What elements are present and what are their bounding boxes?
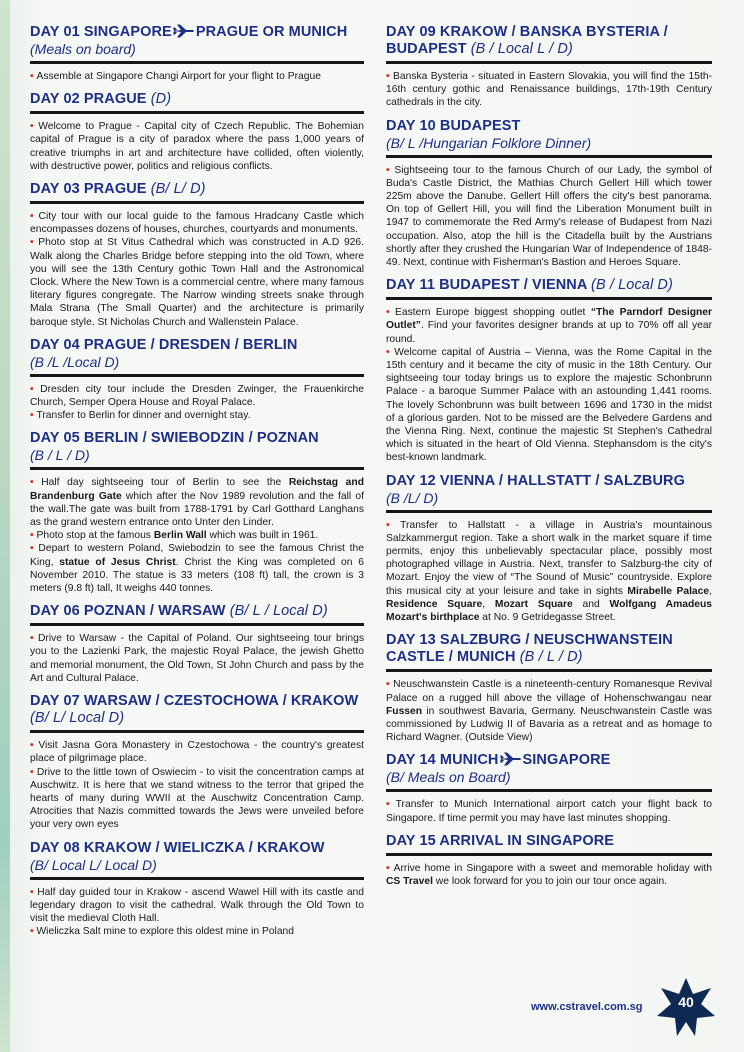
paragraph-text: , (482, 598, 495, 610)
day-heading (30, 181, 364, 198)
paragraph-text: Drive to the little town of Oswiecim - to visit the concentration camps at Auschwitz. It is here that we stand witness to the terror that griped the hearts of many during WWII at the Auschwitz Concentration Camp. Atrocities that Nazis committed towards the Jews were unveiled before your very own eyes (30, 766, 364, 831)
airplane-icon (500, 752, 522, 766)
meal-plan: (B /L /Local D) (30, 353, 120, 370)
heading-rule (30, 61, 364, 64)
paragraph-text: . Christ the King was completed on 6 November 2010. The statue is 33 meters (108 ft) tall, the crown is 3 meters (9.8 ft) tall, It weighs 440 tonnes. (30, 556, 364, 595)
day-description (386, 678, 712, 744)
description-paragraph (30, 383, 364, 409)
day-title: DAY 03 PRAGUE (30, 181, 147, 198)
highlight-text: Fussen (386, 705, 423, 717)
paragraph-text: and (572, 598, 610, 610)
bullet-icon: • (386, 307, 395, 319)
highlight-text: Berlin Wall (153, 530, 207, 542)
day-block (30, 24, 364, 83)
day-heading (30, 24, 364, 41)
bullet-icon: • (386, 679, 394, 691)
day-description (386, 519, 712, 625)
description-paragraph (30, 476, 364, 529)
bullet-icon: • (30, 237, 39, 249)
paragraph-text: Neuschwanstein Castle is a nineteenth-century Romanesque Revival Palace on a rugged hill above the village of Hohenschwangau near (386, 679, 712, 704)
day-title: DAY 15 ARRIVAL IN SINGAPORE (386, 832, 615, 849)
meal-plan: (Meals on board) (30, 41, 136, 57)
paragraph-text: Depart to western Poland, Swiebodzin to see the famous Christ the King, (30, 543, 364, 568)
bullet-icon: • (386, 862, 394, 874)
day-heading (386, 24, 712, 58)
day-title: DAY 07 WARSAW / CZESTOCHOWA / KRAKOW (30, 693, 359, 710)
paragraph-text: Wieliczka Salt mine to explore this oldest mine in Poland (36, 926, 295, 938)
day-block (30, 91, 364, 173)
highlight-text: “The Parndorf Designer Outlet” (386, 307, 713, 332)
paragraph-text: City tour with our local guide to the famous Hradcany Castle which encompasses dozens of houses, churches, courtyards and monuments. (30, 211, 364, 236)
heading-rule (30, 201, 364, 204)
day-block (30, 181, 364, 329)
heading-rule (30, 623, 364, 626)
paragraph-text: . Find your favorites designer brands at up to 70% off all year round. (386, 320, 712, 345)
paragraph-text: at No. 9 Getridegasse Street. (479, 612, 616, 624)
paragraph-text: Photo stop at the famous (36, 530, 154, 542)
heading-rule (30, 877, 364, 880)
meal-plan: (B/ Meals on Board) (386, 769, 511, 786)
day-title-part: PRAGUE OR MUNICH (195, 24, 348, 40)
day-title: DAY 02 PRAGUE (30, 91, 147, 108)
description-paragraph (386, 70, 712, 110)
day-description (30, 632, 364, 685)
day-title: DAY 08 KRAKOW / WIELICZKA / KRAKOW (30, 839, 325, 856)
day-heading (30, 91, 364, 108)
paragraph-text: Welcome capital of Austria – Vienna, was the Rome Capital in the 15th century and it became the city of music in the 18th Century. Our sightseeing tour today brings us to explore the majestic Schonbrunn Palace - a baroque Summer Palace with an astounding 1,441 rooms. The lovely Schonbrunn was built between 1696 and 1730 in the midst of a glorious garden. Not to be missed are the Belvedere Gardens and the Vienna Ring. Next, continue the majestic St Stephen's Cathedral which is situated in the heart of Old Vienna. Stephansdom is the city's best-known landmark. (386, 346, 712, 464)
day-block (30, 337, 364, 423)
highlight-text: Wolfgang Amadeus Mozart's birthplace (386, 598, 712, 624)
description-paragraph (30, 120, 364, 173)
day-description (30, 210, 364, 329)
bullet-icon: • (30, 633, 38, 645)
day-block (386, 24, 712, 110)
meal-plan: (B / L / D) (519, 649, 583, 666)
description-paragraph (386, 346, 712, 465)
highlight-text: Mirabelle Palace (627, 585, 710, 597)
day-title: DAY 13 SALZBURG / NEUSCHWANSTEIN CASTLE / MUNICH (386, 632, 673, 666)
day-heading (386, 833, 712, 850)
day-title: DAY 11 BUDAPEST / VIENNA (386, 277, 587, 294)
meal-plan: (B / Local D) (591, 277, 673, 294)
day-description (30, 739, 364, 831)
description-paragraph (30, 542, 364, 595)
heading-rule (386, 297, 712, 300)
paragraph-text: Visit Jasna Gora Monastery in Czestochowa - the country's greatest place of pilgrimage place. (30, 740, 364, 765)
bullet-icon: • (30, 530, 37, 542)
day-heading (386, 277, 712, 294)
day-heading (30, 693, 364, 727)
day-block (30, 693, 364, 831)
paragraph-text: Banska Bysteria - situated in Eastern Slovakia, you will find the 15th-16th century gothic and Renaissance buildings, 17th-19th Century cathedrals in the city. (386, 71, 713, 109)
description-paragraph (30, 529, 364, 542)
footer-url[interactable]: www.cstravel.com.sg (531, 1001, 643, 1013)
paragraph-text: Welcome to Prague - Capital city of Czech Republic. The Bohemian capital of Prague is a city of paradox where the pass 1,000 years of creative triumphs in art and architecture have collided, often violently, with destructive power, politics and religious conflicts. (30, 121, 364, 172)
bullet-icon: • (386, 346, 395, 358)
bullet-icon: • (30, 211, 39, 223)
day-description (386, 70, 712, 110)
left-edge-strip (0, 0, 10, 1052)
day-block (30, 430, 364, 595)
day-heading (386, 632, 712, 666)
description-paragraph (30, 70, 364, 83)
heading-rule (386, 669, 712, 672)
day-heading (30, 840, 364, 857)
highlight-text: Residence Square (386, 598, 483, 610)
paragraph-text: Drive to Warsaw - the Capital of Poland. Our sightseeing tour brings you to the Lazienki Park, the majestic Royal Palace, the jewish Ghetto and memorial monument, the Old Town, St John Church and pass by the Art and Cultural Palace. (30, 633, 364, 684)
description-paragraph (30, 632, 364, 685)
day-heading (30, 337, 364, 354)
description-paragraph (30, 886, 364, 926)
heading-rule (30, 467, 364, 470)
highlight-text: Mozart Square (494, 598, 573, 610)
description-paragraph (30, 236, 364, 328)
paragraph-text: in southwest Bavaria, Germany. Neuschwanstein Castle was commissioned by Ludwig II of Bavaria as a retreat and as homage to Richard Wagner. (Outside View) (386, 705, 712, 744)
bullet-icon: • (30, 926, 37, 938)
day-block (386, 833, 712, 888)
paragraph-text: Transfer to Munich International airport catch your flight back to Singapore. If time permit you may have last minutes shopping. (386, 799, 713, 824)
paragraph-text: Dresden city tour include the Dresden Zwinger, the Frauenkirche Church, Semper Opera House and Royal Palace. (30, 383, 364, 409)
bullet-icon: • (386, 164, 395, 176)
meal-plan: (B/ L /Hungarian Folklore Dinner) (386, 134, 592, 151)
bullet-icon: • (30, 886, 38, 898)
meal-plan: (B/ Local L/ Local D) (30, 856, 157, 873)
paragraph-text: Sightseeing tour to the famous Church of our Lady, the symbol of Buda's Castle District, the Mathias Church Gellert Hill which tower 225m above the Danube. Gellert Hill offers the city's best panorama. On top of Gellert Hill, you will find the Liberation Monument built in 1947 to commemorate the Red Army's release of Budapest from Nazi occupation. Also, atop the hill is the Citadella built by the Austrians shortly after they crushed the Hungarian War of Independence of 1848-49. Next, continue with Fisherman's Bastion and Heroes Square. (386, 164, 713, 269)
right-column (386, 24, 712, 896)
description-paragraph (386, 678, 712, 744)
bullet-icon: • (386, 71, 394, 82)
heading-rule (30, 730, 364, 733)
paragraph-text: , (709, 585, 712, 597)
airplane-icon (173, 24, 195, 38)
description-paragraph (30, 739, 364, 765)
meal-plan: (B/ L / Local D) (229, 603, 328, 620)
paragraph-text: which after the Nov 1989 revolution and the fall of the wall.The gate was built from 1788-1791 by Carl Gotthard Langhans as the grand western entrance onto Unter den Linder. (30, 490, 364, 529)
heading-rule (386, 789, 712, 792)
day-title-part: DAY 01 SINGAPORE (30, 24, 172, 40)
day-block (30, 840, 364, 939)
day-description (386, 164, 712, 270)
bullet-icon: • (386, 799, 396, 811)
day-block (386, 118, 712, 270)
description-paragraph (386, 862, 712, 888)
day-heading (30, 603, 364, 620)
bullet-icon: • (30, 477, 42, 489)
paragraph-text: which was built in 1961. (206, 530, 319, 542)
description-paragraph (386, 798, 712, 824)
description-paragraph (30, 925, 364, 938)
day-description (30, 120, 364, 173)
day-description (30, 70, 364, 83)
description-paragraph (30, 210, 364, 236)
page-number: 40 (678, 994, 694, 1010)
day-title: DAY 12 VIENNA / HALLSTATT / SALZBURG (386, 472, 685, 489)
day-heading (386, 473, 712, 490)
day-title: DAY 10 BUDAPEST (386, 117, 521, 134)
day-description (386, 798, 712, 824)
day-heading (30, 430, 364, 447)
day-heading (386, 118, 712, 135)
description-paragraph (30, 409, 364, 422)
day-title-part: SINGAPORE (522, 752, 611, 769)
highlight-text: CS Travel (386, 875, 433, 887)
day-block (30, 603, 364, 685)
day-title-part: DAY 14 MUNICH (386, 752, 499, 769)
heading-rule (386, 853, 712, 856)
day-block (386, 277, 712, 464)
bullet-icon: • (30, 121, 39, 133)
day-block (386, 473, 712, 625)
day-title: DAY 06 POZNAN / WARSAW (30, 603, 226, 620)
paragraph-text: Half day sightseeing tour of Berlin to see the (41, 477, 289, 489)
left-column (30, 24, 364, 946)
heading-rule (386, 510, 712, 513)
heading-rule (386, 61, 712, 64)
day-block (386, 632, 712, 744)
highlight-text: statue of Jesus Christ (59, 556, 176, 568)
day-title: DAY 05 BERLIN / SWIEBODZIN / POZNAN (30, 430, 319, 447)
meal-plan: (B /L/ D) (386, 489, 439, 506)
bullet-icon: • (30, 766, 37, 778)
day-title: DAY 09 KRAKOW / BANSKA BYSTERIA / BUDAPEST (386, 24, 668, 57)
meal-plan: (B/ L/ D) (150, 181, 206, 198)
day-description (386, 862, 712, 888)
description-paragraph (386, 519, 712, 625)
paragraph-text: Half day guided tour in Krakow - ascend Wawel Hill with its castle and legendary dragon to visit the cathedral. Walk through the Old Town to visit the medieval Cloth Hall. (30, 886, 364, 924)
paragraph-text: Transfer to Berlin for dinner and overnight stay. (36, 410, 251, 422)
bullet-icon: • (386, 519, 401, 531)
paragraph-text: we look forward for you to join our tour once again. (432, 875, 668, 887)
meal-plan: (B / Local L / D) (470, 41, 573, 57)
paragraph-text: Transfer to Hallstatt - a village in Austria's mountainous Salzkammergut region. Take a short walk in the market square if time permits, enjoy this unbelievably spectacular place, possibly most photographed village in Austria. Next, transfer to Salzburg-the city of Mozart. Enjoy the view of “The Sound of Music” countryside. Explore this musical city at your leisure and take in sights (386, 519, 712, 597)
meal-plan: (D) (150, 91, 172, 108)
bullet-icon: • (30, 383, 41, 395)
bullet-icon: • (30, 740, 39, 752)
day-description (30, 476, 364, 595)
description-paragraph (386, 164, 712, 270)
paragraph-text: Photo stop at St Vitus Cathedral which was constructed in A.D 926. Walk along the Charles Bridge before stepping into the old Town, where you will see the 13th Century gothic Town Hall and the Astronomical Clock. Where the New Town is a commercial centre, where many famous literary figures congregate. The Narrow winding streets snake through Mala Strana (The Small Quarter) and the architecture is primarily baroque style. St Nicholas Church and Wallenstein Palace. (30, 237, 364, 328)
heading-rule (386, 155, 712, 158)
day-block (386, 752, 712, 824)
bullet-icon: • (30, 543, 39, 555)
description-paragraph (30, 766, 364, 832)
heading-rule (30, 111, 364, 114)
day-description (30, 383, 364, 423)
day-title: DAY 04 PRAGUE / DRESDEN / BERLIN (30, 336, 298, 353)
paragraph-text: Assemble at Singapore Changi Airport for your flight to Prague (36, 71, 321, 82)
bullet-icon: • (30, 71, 37, 82)
day-heading (386, 752, 712, 769)
day-description (386, 306, 712, 464)
bullet-icon: • (30, 410, 37, 422)
meal-plan: (B/ L/ Local D) (30, 710, 125, 727)
heading-rule (30, 374, 364, 377)
paragraph-text: Eastern Europe biggest shopping outlet (395, 307, 591, 319)
meal-plan: (B / L / D) (30, 447, 90, 464)
description-paragraph (386, 306, 712, 346)
paragraph-text: Arrive home in Singapore with a sweet and memorable holiday with (393, 862, 712, 874)
highlight-text: Reichstag and Brandenburg Gate (30, 477, 364, 502)
day-description (30, 886, 364, 939)
